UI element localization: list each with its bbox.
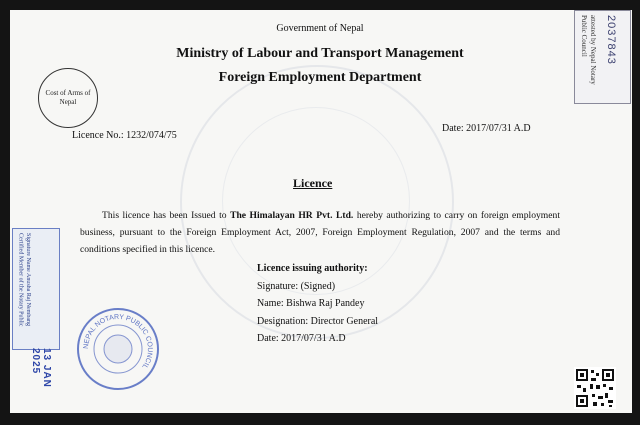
licence-number: Licence No.: 1232/074/75 [72, 130, 177, 141]
qr-code-icon [574, 367, 616, 409]
authority-signature: Signature: (Signed) [257, 280, 336, 292]
notary-stamp-text: attested by Nepal Notary Public Council [580, 15, 597, 85]
document-title: Licence [293, 176, 333, 190]
authority-designation: Designation: Director General [257, 315, 379, 327]
coat-of-arms-label: Cost of Arms of Nepal [45, 89, 91, 106]
authority-block [257, 260, 378, 348]
company-name: The Himalayan HR Pvt. Ltd. [230, 210, 354, 221]
authority-heading: Licence issuing authority: [257, 263, 368, 274]
department-title: Foreign Employment Department [218, 70, 422, 85]
notary-stamp-left [12, 228, 60, 350]
notary-stamp-left-text: Signature Name Anusha Raj Nembang Certified Member of the Notary Public [17, 233, 31, 327]
notary-stamp-date: 13 JAN 2025 [30, 348, 52, 388]
notary-seal-icon [76, 307, 160, 391]
coat-of-arms-icon [38, 68, 98, 128]
notary-stamp-top-right [574, 10, 631, 104]
licence-body [80, 207, 560, 258]
body-lead: This licence has been Issued to [102, 210, 227, 221]
authority-date: Date: 2017/07/31 A.D [257, 333, 346, 344]
notary-stamp-number: 2037843 [605, 15, 617, 65]
licence-document [10, 10, 632, 413]
seal-text: NEPAL NOTARY PUBLIC COUNCIL [82, 313, 154, 370]
government-label: Government of Nepal [276, 23, 364, 34]
body-rest: hereby authorizing to carry on foreign employment business, pursuant to the Foreign Employment Act, 2007, Foreign Employment Regulation, 2007 and the terms and conditions specified in this licence. [80, 210, 560, 255]
ministry-title: Ministry of Labour and Transport Management [176, 46, 464, 61]
authority-name: Name: Bishwa Raj Pandey [257, 298, 365, 309]
issue-date: Date: 2017/07/31 A.D [442, 123, 531, 134]
